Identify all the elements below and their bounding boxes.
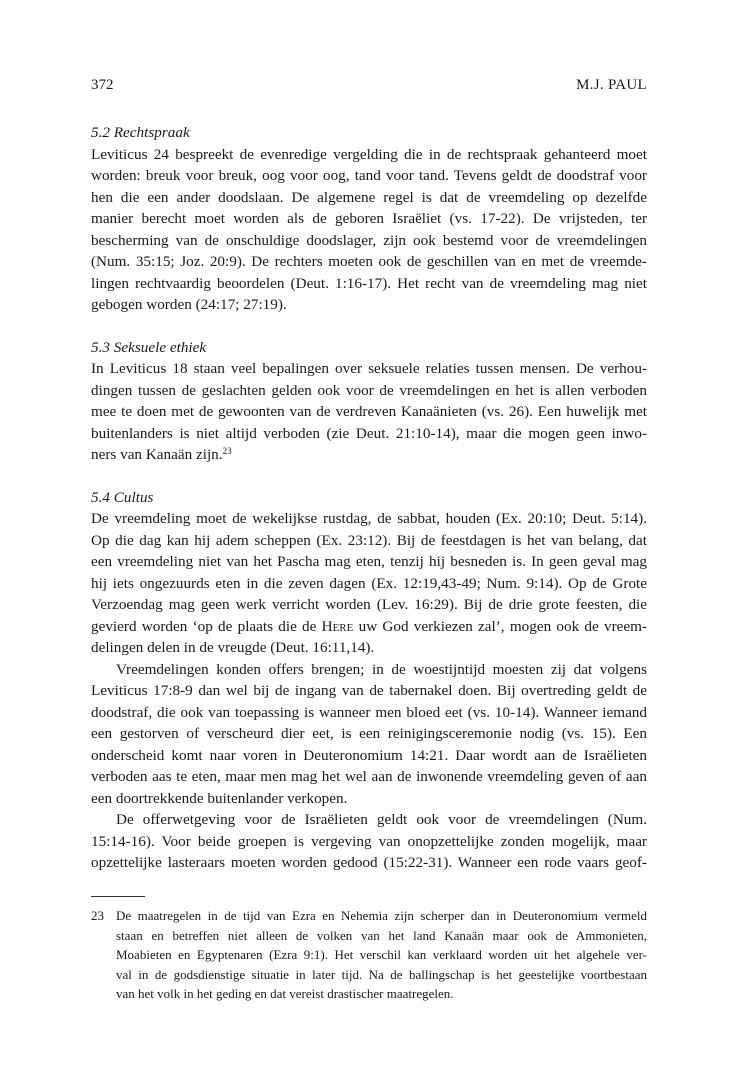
footnote-divider <box>91 896 145 897</box>
text-line <box>91 444 647 466</box>
text-line: gebogen worden (24:17; 27:19). <box>91 296 287 313</box>
section-cultus <box>91 487 647 874</box>
section-rechtspraak <box>91 122 647 316</box>
text-line: een gestorven of verscheurd dier eet, is een reinigingsceremonie nodig (vs. 15). Een <box>91 725 647 742</box>
footnote-number: 23 <box>91 908 104 923</box>
line-text: gevierd worden ‘op de plaats die de <box>91 617 322 635</box>
line-text: ners van Kanaän zijn. <box>91 446 223 463</box>
text-line: hen die een ander doodslaan. De algemene regel is dat de vreemdeling op dezelfde <box>91 188 647 206</box>
section-title: 5.2 Rechtspraak <box>91 124 190 141</box>
footnote <box>91 906 647 1004</box>
footnote-line: staan en betreffen niet alleen de volken van het land Kanaän maar ook de Ammonieten, <box>116 927 647 943</box>
text-line: Leviticus 24 bespreekt de evenredige vergelding die in de rechtspraak gehanteerd moet <box>91 145 647 163</box>
footnote-line: Moabieten en Egyptenaren (Ezra 9:1). Het verschil kan verklaard worden uit het algehele ver- <box>116 947 647 963</box>
footnote-line: van het volk in het geding en dat vereist drastischer maatregelen. <box>116 986 454 1002</box>
page-number: 372 <box>91 77 114 93</box>
text-line: worden: breuk voor breuk, oog voor oog, tand voor tand. Tevens geldt de doodstraf voor <box>91 167 647 184</box>
small-caps-here: Here <box>321 617 354 635</box>
text-line: Vreemdelingen konden offers brengen; in de woestijntijd moesten zij dat volgens <box>116 660 647 678</box>
body-text <box>91 122 647 895</box>
running-head: M.J. PAUL <box>576 77 647 93</box>
section-title: 5.3 Seksuele ethiek <box>91 338 207 356</box>
text-line: dingen tussen de geslachten gelden ook voor de vreemdelingen en het is allen verboden <box>91 381 647 399</box>
text-line: bescherming van de onschuldige doodslager, zijn ook bestemd voor de vreemdelingen <box>91 231 647 249</box>
text-line: mee te doen met de gewoonten van de verdreven Kanaänieten (vs. 26). Een huwelijk met <box>91 403 647 420</box>
footnote-reference[interactable]: 23 <box>222 446 232 456</box>
text-line: 15:14-16). Voor beide groepen is vergeving van onopzettelijke zonden mogelijk, maar <box>91 832 647 850</box>
text-line: manier berecht moet worden als de geboren Israëliet (vs. 17-22). De vrijsteden, ter <box>91 210 647 227</box>
text-line: De vreemdeling moet de wekelijkse rustdag, de sabbat, houden (Ex. 20:10; Deut. 5:14). <box>91 510 647 527</box>
footnote-line: val in de godsdienstige situatie in later tijd. Na de ballingschap is het geestelijke voortbestaan <box>116 966 647 982</box>
section-title: 5.4 Cultus <box>91 488 154 506</box>
page-header <box>91 77 647 99</box>
footnote-text <box>116 906 647 1004</box>
text-line: In Leviticus 18 staan veel bepalingen over seksuele relaties tussen mensen. De verhou- <box>91 360 647 377</box>
section-seksuele-ethiek <box>91 337 647 466</box>
footnote-line: De maatregelen in de tijd van Ezra en Nehemia zijn scherper dan in Deuteronomium vermeld <box>116 908 647 923</box>
text-line: een vreemdeling niet van het Pascha mag eten, tenzij hij besneden is. In geen geval mag <box>91 553 647 570</box>
text-line: lingen rechtvaardig beoordelen (Deut. 1:16-17). Het recht van de vreemdeling mag niet <box>91 274 647 292</box>
text-line: een doortrekkende buitenlander verkopen. <box>91 789 348 807</box>
text-line: Leviticus 17:8-9 dan wel bij de ingang van de tabernakel doen. Bij overtreding geldt de <box>91 682 647 699</box>
text-line: Verzoendag mag geen werk verricht worden (Lev. 16:29). Bij de drie grote feesten, die <box>91 596 647 613</box>
text-line: De offerwetgeving voor de Israëlieten geldt ook voor de vreemdelingen (Num. <box>116 811 647 828</box>
text-line: Op die dag kan hij adem scheppen (Ex. 23:12). Bij de feestdagen is het van belang, dat <box>91 531 647 549</box>
text-line: delingen delen in de vreugde (Deut. 16:11,14). <box>91 639 375 656</box>
text-line: onderscheid komt naar voren in Deuteronomium 14:21. Daar wordt aan de Israëlieten <box>91 746 647 764</box>
text-line: doodstraf, die ook van toepassing is wanneer men bloed eet (vs. 10-14). Wanneer iemand <box>91 703 647 721</box>
text-line: hij iets ongezuurds eten in die zeven dagen (Ex. 12:19,43-49; Num. 9:14). Op de Grote <box>91 574 647 592</box>
text-line: verboden aas te eten, maar men mag het wel aan de inwonende vreemdeling geven of aan <box>91 768 647 785</box>
text-line: opzettelijke lasteraars moeten worden gedood (15:22-31). Wanneer een rode vaars geof- <box>91 854 647 871</box>
text-line: buitenlanders is niet altijd verboden (zie Deut. 21:10-14), maar die mogen geen inwo- <box>91 424 647 442</box>
text-line: (Num. 35:15; Joz. 20:9). De rechters moeten ook de geschillen van en met de vreemde- <box>91 253 647 270</box>
line-text: uw God verkiezen zal’, mogen ook de vreem- <box>353 617 647 635</box>
text-line <box>91 616 647 638</box>
